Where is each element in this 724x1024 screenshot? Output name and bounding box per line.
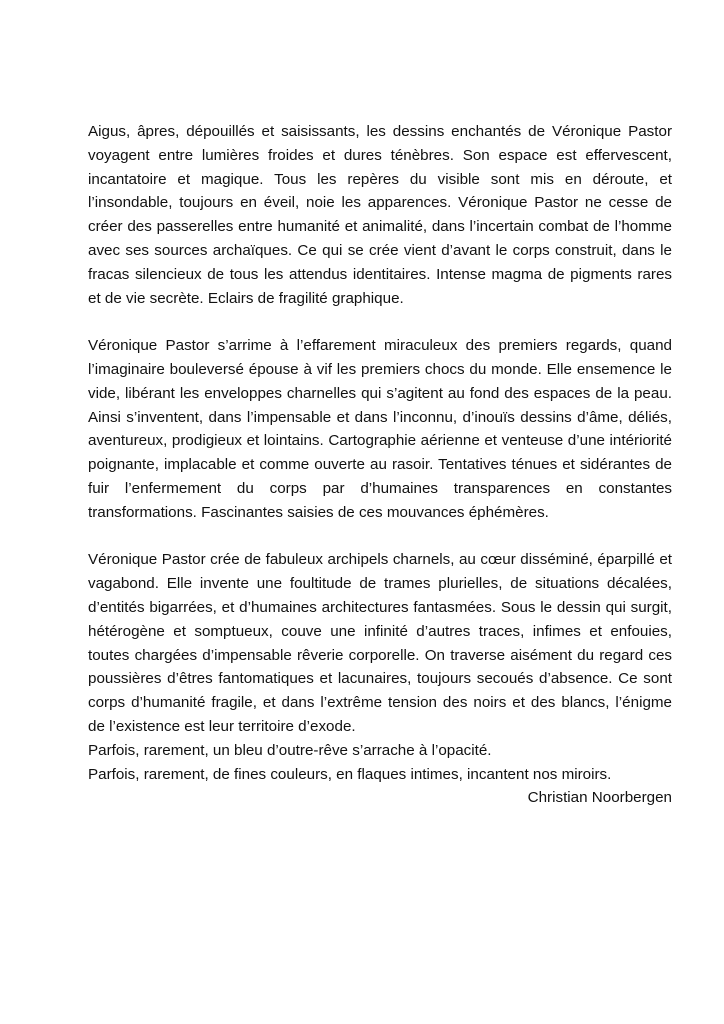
paragraph-2: Véronique Pastor s’arrime à l’effarement miraculeux des premiers regards, quand l’imaginaire bouleversé épouse à vif les premiers chocs du monde. Elle ensemence le vide, libérant les enveloppes charnelles qui s’agitent au fond des espaces de la peau. Ainsi s’inventent, dans l’impensable et dans l’inconnu, d’inouïs dessins d’âme, déliés, aventureux, prodigieux et lointains. Cartographie aérienne et venteuse d’une intériorité poignante, implacable et comme ouverte au rasoir. Tentatives ténues et sidérantes de fuir l’enfermement du corps par d’humaines transparences en constantes transformations. Fascinantes saisies de ces mouvances éphémères. xyxy=(88,337,672,521)
closing-lines xyxy=(88,739,672,787)
paragraph-gap xyxy=(88,525,672,549)
paragraph-gap xyxy=(88,310,672,334)
paragraph-1: Aigus, âpres, dépouillés et saisissants, les dessins enchantés de Véronique Pastor voyagent entre lumières froides et dures ténèbres. Son espace est effervescent, incantatoire et magique. Tous les repères du visible sont mis en déroute, et l’insondable, toujours en éveil, noie les apparences. Véronique Pastor ne cesse de créer des passerelles entre humanité et animalité, dans l’incertain combat de l’homme avec ses sources archaïques. Ce qui se crée vient d’avant le corps construit, dans le fracas silencieux de tous les attendus identitaires. Intense magma de pigments rares et de vie secrète. Eclairs de fragilité graphique. xyxy=(88,123,672,307)
closing-line-2: Parfois, rarement, de fines couleurs, en flaques intimes, incantent nos miroirs. xyxy=(88,765,612,783)
paragraph-3: Véronique Pastor crée de fabuleux archipels charnels, au cœur disséminé, éparpillé et vagabond. Elle invente une foultitude de trames plurielles, de situations décalées, d’entités bigarrées, et d’humaines architectures fantasmées. Sous le dessin qui surgit, hétérogène et somptueux, couve une infinité d’autres traces, infimes et enfouies, toutes chargées d’impensable rêverie corporelle. On traverse aisément du regard ces poussières d’êtres fantomatiques et lacunaires, toujours secoués d’absence. Ce sont corps d’humanité fragile, et dans l’extrême tension des noirs et des blancs, l’énigme de l’existence est leur territoire d’exode. xyxy=(88,551,672,735)
document-page xyxy=(88,120,672,810)
closing-line-1: Parfois, rarement, un bleu d’outre-rêve s’arrache à l’opacité. xyxy=(88,741,492,759)
author-signature: Christian Noorbergen xyxy=(527,789,672,807)
